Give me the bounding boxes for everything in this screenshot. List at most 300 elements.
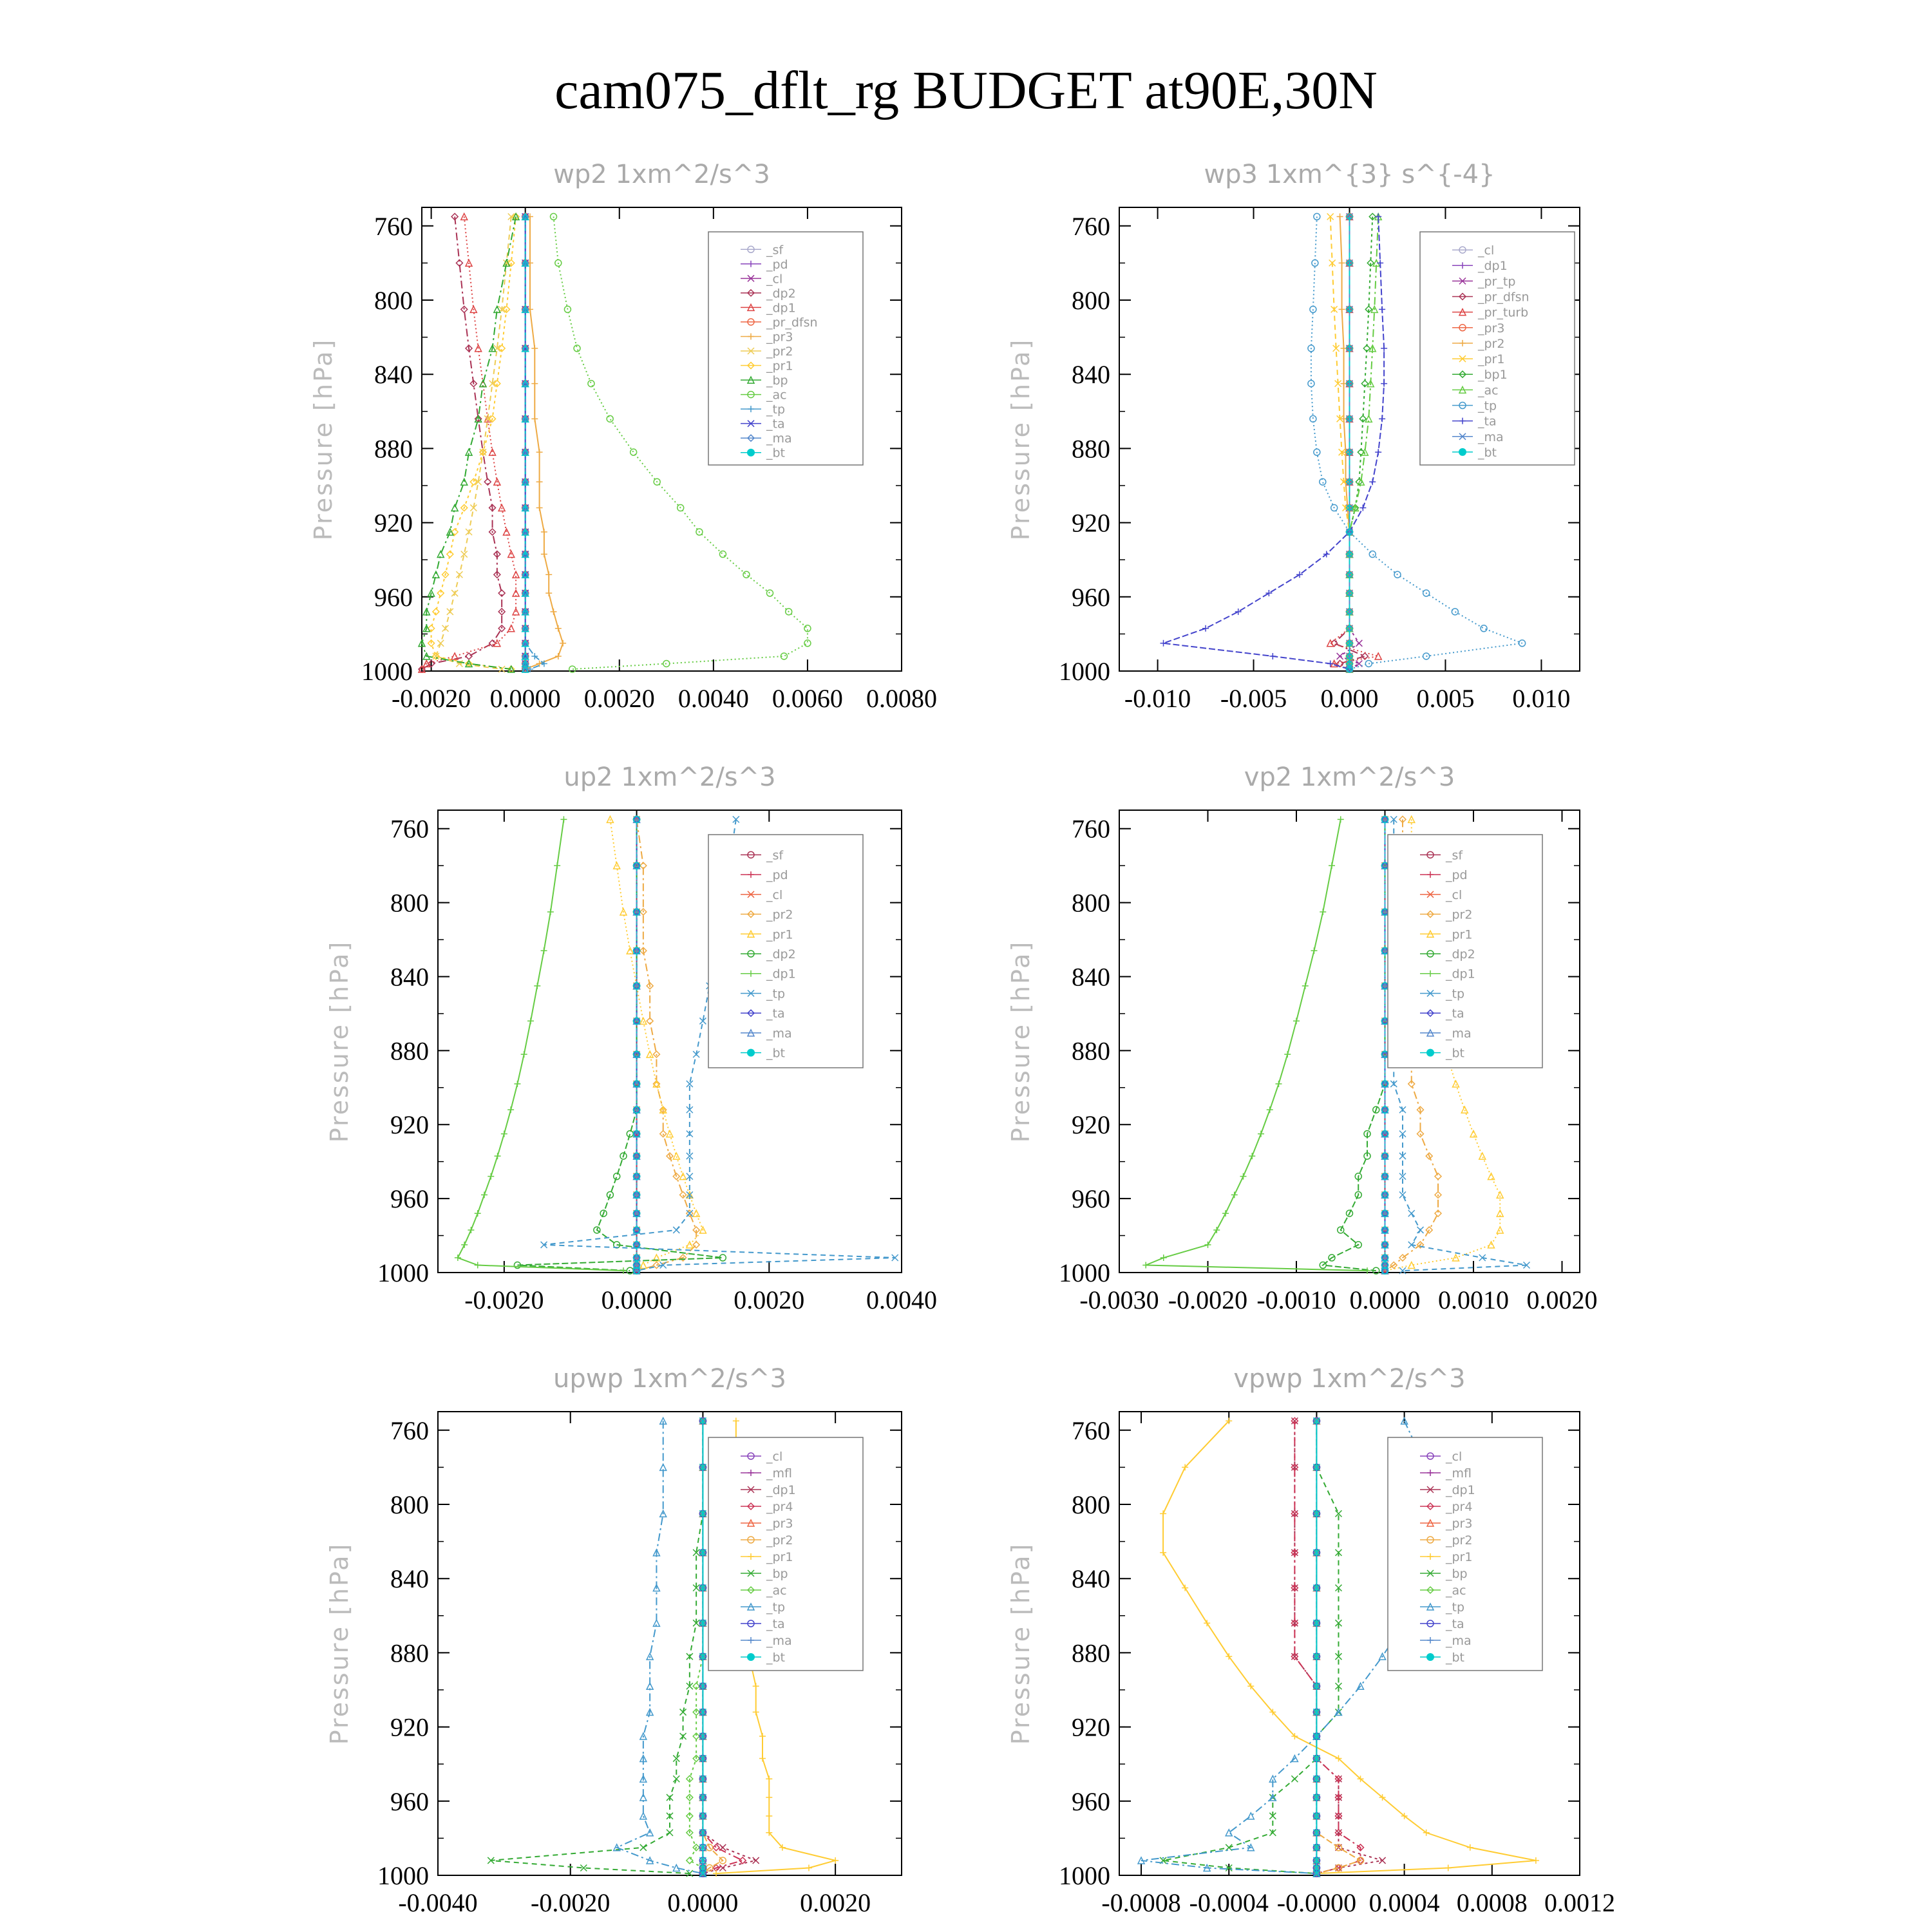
legend-label: _tp [766, 402, 786, 417]
data-point [673, 1153, 679, 1159]
series-line [1141, 1421, 1426, 1873]
data-point [547, 909, 554, 915]
legend-label: _bt [1446, 1046, 1465, 1061]
legend-label: _pr1 [766, 1550, 793, 1564]
x-tick-label: 0.0004 [1368, 1888, 1440, 1917]
legend-label: _sf [1446, 848, 1463, 863]
legend-label: _pr1 [1478, 352, 1505, 367]
data-point [536, 449, 543, 455]
y-tick-label: 880 [390, 1036, 429, 1066]
series-tp [614, 1417, 706, 1877]
data-point [508, 625, 515, 632]
data-point [1453, 1081, 1459, 1087]
y-tick-label: 960 [1072, 1184, 1110, 1214]
y-tick-label: 760 [1072, 814, 1110, 844]
data-point [1249, 1153, 1255, 1159]
data-point [1379, 415, 1385, 422]
data-point [614, 1173, 620, 1180]
data-point [1284, 1051, 1291, 1057]
data-point [693, 1210, 699, 1217]
y-tick-label: 760 [374, 211, 413, 241]
x-tick-label: -0.0000 [1276, 1888, 1357, 1917]
data-point [1533, 1857, 1539, 1864]
chart-panel [1007, 1364, 1615, 1917]
legend-label: _ma [1446, 1026, 1472, 1041]
legend-label: _ta [766, 417, 785, 431]
data-point [461, 1242, 468, 1248]
y-tick-label: 920 [390, 1110, 429, 1140]
data-point [1160, 1510, 1166, 1517]
data-point [759, 1756, 766, 1762]
legend-label: _pd [766, 257, 788, 272]
data-point [1481, 625, 1487, 632]
y-tick-label: 800 [390, 888, 429, 918]
legend-marker [1426, 1653, 1434, 1661]
x-tick-label: 0.0000 [1349, 1285, 1421, 1314]
y-tick-label: 840 [1072, 962, 1110, 992]
legend-label: _dp1 [1478, 259, 1508, 274]
y-axis-label: Pressure [hPa] [325, 940, 354, 1143]
x-tick-label: 0.000 [1320, 684, 1379, 713]
data-point [673, 1776, 679, 1782]
x-tick-label: 0.0020 [800, 1888, 871, 1917]
data-point [687, 1857, 693, 1864]
series-line [491, 1421, 703, 1873]
series-pr4 [1291, 1417, 1363, 1877]
legend-label: _bt [766, 446, 786, 460]
chart-title: upwp 1xm^2/s^3 [553, 1364, 786, 1394]
series-line [1294, 1421, 1382, 1873]
data-point [1408, 1210, 1415, 1217]
y-tick-label: 880 [1072, 1036, 1110, 1066]
x-tick-label: -0.0040 [398, 1888, 478, 1917]
legend-label: _pr1 [1446, 927, 1473, 942]
data-point [555, 653, 562, 659]
series-pr_turb [1327, 213, 1381, 672]
y-tick-label: 1000 [361, 657, 413, 686]
x-tick-label: 0.0020 [1526, 1285, 1598, 1314]
series-line [436, 216, 511, 669]
y-tick-label: 760 [390, 1416, 429, 1445]
y-tick-label: 800 [1072, 1490, 1110, 1519]
legend-label: _pr_dfsn [1478, 290, 1530, 305]
data-point [1417, 1227, 1424, 1233]
y-tick-label: 880 [390, 1638, 429, 1668]
data-point [475, 1262, 481, 1269]
y-tick-label: 800 [390, 1490, 429, 1519]
series-line [1294, 1421, 1360, 1873]
x-tick-label: 0.005 [1416, 684, 1475, 713]
data-point [1160, 1255, 1167, 1261]
data-point [766, 1813, 772, 1819]
data-point [451, 505, 458, 511]
y-tick-label: 920 [374, 508, 413, 538]
data-point [1497, 1227, 1503, 1233]
data-point [536, 505, 543, 511]
legend-label: _ma [766, 1026, 792, 1041]
legend-label: _mfl [1446, 1466, 1472, 1481]
data-point [1213, 1227, 1220, 1233]
series-ta [1160, 213, 1388, 672]
series-dp2 [1320, 816, 1388, 1274]
data-point [481, 1191, 488, 1198]
data-point [1369, 551, 1376, 558]
data-point [1329, 862, 1335, 869]
y-axis-label: Pressure [hPa] [325, 1542, 354, 1745]
x-tick-label: -0.0030 [1079, 1285, 1159, 1314]
y-tick-label: 1000 [1059, 1258, 1110, 1287]
legend-label: _cl [1478, 243, 1495, 258]
legend-label: _pr1 [766, 359, 793, 374]
legend-label: _cl [766, 887, 783, 902]
chart-panel [1007, 160, 1580, 713]
x-tick-label: -0.010 [1124, 684, 1191, 713]
legend-marker [747, 1049, 755, 1057]
series-line [517, 819, 723, 1271]
y-tick-label: 960 [390, 1786, 429, 1816]
legend-label: _tp [766, 1600, 786, 1615]
data-point [527, 1018, 534, 1024]
y-axis-label: Pressure [hPa] [1007, 1542, 1035, 1745]
legend-label: _dp2 [766, 286, 796, 301]
data-point [554, 862, 560, 869]
y-tick-label: 760 [1072, 1416, 1110, 1445]
data-point [1327, 660, 1334, 667]
legend-label: _ac [1446, 1584, 1466, 1598]
data-point [719, 551, 726, 558]
data-point [507, 1106, 514, 1113]
data-point [501, 1131, 507, 1137]
legend-label: _tp [1478, 399, 1497, 413]
data-point [1160, 1549, 1166, 1556]
legend-label: _ma [1478, 430, 1504, 444]
series-line [1331, 216, 1350, 669]
data-point [1488, 1173, 1495, 1180]
data-point [680, 1191, 687, 1198]
data-point [541, 947, 547, 954]
legend-label: _ta [1478, 414, 1497, 429]
legend-label: _pr2 [1478, 336, 1505, 351]
legend-label: _ma [766, 431, 792, 446]
x-tick-label: 0.0020 [734, 1285, 805, 1314]
series-line [1350, 216, 1379, 669]
legend-label: _sf [766, 243, 784, 258]
legend-label: _ta [766, 1007, 785, 1021]
series-bt [699, 1417, 706, 1877]
x-tick-label: -0.0008 [1101, 1888, 1181, 1917]
data-point [627, 947, 633, 954]
x-tick-label: 0.0000 [489, 684, 561, 713]
series-line [526, 216, 544, 669]
data-point [627, 1131, 633, 1137]
x-tick-label: 0.0000 [667, 1888, 739, 1917]
series-line [610, 819, 703, 1271]
data-point [1488, 1242, 1495, 1248]
legend-label: _cl [766, 272, 783, 287]
legend-label: _pr_tp [1478, 274, 1516, 289]
series-dp1 [455, 816, 627, 1274]
legend-label: _bp [766, 1567, 788, 1581]
y-tick-label: 1000 [1059, 657, 1110, 686]
data-point [1276, 1081, 1282, 1087]
y-tick-label: 800 [374, 286, 413, 315]
data-point [1356, 640, 1362, 647]
data-point [503, 529, 509, 535]
data-point [1267, 1106, 1273, 1113]
legend-label: _pr2 [1446, 907, 1473, 922]
x-tick-label: 0.0000 [601, 1285, 672, 1314]
y-tick-label: 960 [1072, 582, 1110, 612]
data-point [495, 1153, 501, 1159]
series-line [431, 216, 516, 669]
legend-label: _pr_dfsn [766, 315, 818, 330]
x-tick-label: -0.0020 [531, 1888, 611, 1917]
series-line [458, 819, 623, 1271]
data-point [560, 640, 566, 647]
data-point [1231, 1191, 1238, 1198]
legend-label: _tp [1446, 1600, 1465, 1615]
data-point [514, 1081, 520, 1087]
data-point [766, 1776, 772, 1782]
y-tick-label: 1000 [377, 1861, 429, 1890]
series-tp [1138, 1417, 1430, 1877]
legend-label: _pr4 [1446, 1500, 1473, 1514]
data-point [1240, 1173, 1247, 1180]
series-line [1163, 1421, 1338, 1873]
x-tick-label: 0.0080 [866, 684, 937, 713]
data-point [1311, 947, 1318, 954]
data-point [607, 415, 613, 422]
data-point [1467, 1844, 1473, 1851]
data-point [1258, 1131, 1264, 1137]
legend-label: _pr1 [766, 927, 793, 942]
legend-label: _pr3 [1446, 1517, 1473, 1531]
x-tick-label: 0.0040 [866, 1285, 937, 1314]
x-tick-label: 0.0020 [583, 684, 655, 713]
data-point [667, 1830, 673, 1836]
data-point [1377, 260, 1383, 266]
data-point [733, 1417, 739, 1424]
series-line [617, 1421, 703, 1873]
data-point [806, 1864, 812, 1871]
series-line [422, 216, 502, 669]
legend-label: _cl [766, 1450, 783, 1464]
y-tick-label: 960 [1072, 1786, 1110, 1816]
series-line [1331, 216, 1378, 669]
chart-panel [325, 1364, 902, 1917]
x-tick-label: -0.0020 [464, 1285, 544, 1314]
data-point [1265, 590, 1272, 596]
legend-label: _tp [766, 987, 786, 1001]
legend-label: _ta [1446, 1617, 1464, 1631]
legend-label: _ac [766, 388, 787, 402]
legend-label: _dp1 [766, 967, 796, 981]
data-point [640, 1844, 647, 1851]
x-tick-label: -0.005 [1220, 684, 1287, 713]
data-point [1399, 1106, 1406, 1113]
y-tick-label: 880 [374, 434, 413, 464]
y-axis-label: Pressure [hPa] [1007, 940, 1035, 1143]
y-tick-label: 840 [1072, 1564, 1110, 1594]
x-tick-label: -0.0004 [1189, 1888, 1269, 1917]
legend-label: _dp2 [766, 947, 796, 961]
legend-label: _dp1 [766, 301, 796, 316]
data-point [489, 449, 496, 455]
data-point [534, 983, 540, 989]
series-bt [1313, 1417, 1320, 1877]
legend-label: _cl [1446, 1450, 1463, 1464]
legend-label: _pr_turb [1478, 305, 1529, 320]
data-point [766, 590, 773, 596]
legend-label: _dp2 [1446, 947, 1475, 961]
legend-label: _ta [766, 1617, 785, 1631]
data-point [1479, 1153, 1486, 1159]
data-point [521, 1051, 527, 1057]
data-point [680, 1173, 687, 1180]
legend-label: _ma [766, 1634, 792, 1648]
legend-label: _tp [1446, 987, 1465, 1001]
series-pr1 [607, 816, 706, 1274]
legend-label: _ta [1446, 1007, 1464, 1021]
x-tick-label: 0.010 [1512, 684, 1571, 713]
data-point [753, 1709, 759, 1716]
data-point [1160, 640, 1167, 647]
data-point [687, 1242, 693, 1248]
series-bp [1160, 1417, 1341, 1877]
y-tick-label: 840 [390, 962, 429, 992]
series-bp1 [1347, 213, 1376, 672]
x-tick-label: 0.0012 [1544, 1888, 1615, 1917]
data-point [536, 478, 543, 485]
y-axis-label: Pressure [hPa] [1007, 337, 1035, 541]
series-dp2 [419, 213, 505, 672]
data-point [1269, 653, 1276, 659]
data-point [541, 529, 547, 535]
legend-label: _pr3 [766, 330, 793, 345]
data-point [753, 1683, 759, 1689]
y-axis-label: Pressure [hPa] [309, 337, 337, 541]
data-point [1381, 381, 1387, 387]
data-point [640, 1262, 647, 1269]
series-line [1323, 819, 1385, 1271]
data-point [1337, 213, 1343, 220]
data-point [1302, 983, 1309, 989]
data-point [1291, 1776, 1298, 1782]
data-point [1182, 1585, 1188, 1591]
data-point [1452, 609, 1458, 615]
chart-title: wp3 1xm^{3} s^{-4} [1204, 160, 1495, 189]
legend-label: _bp1 [1478, 368, 1508, 383]
data-point [753, 1857, 759, 1864]
data-point [1202, 625, 1209, 632]
series-pr2 [1337, 213, 1353, 672]
legend-marker [1426, 1049, 1434, 1057]
x-tick-label: -0.0010 [1256, 1285, 1336, 1314]
y-tick-label: 760 [1072, 211, 1110, 241]
data-point [1235, 609, 1242, 615]
chart-panel [309, 160, 937, 713]
y-tick-label: 840 [374, 360, 413, 390]
data-point [531, 345, 538, 352]
data-point [1497, 1191, 1503, 1198]
x-tick-label: -0.0020 [391, 684, 471, 713]
data-point [1142, 1262, 1149, 1269]
legend-label: _pr1 [1446, 1550, 1473, 1564]
legend-label: _pr3 [1478, 321, 1505, 336]
data-point [555, 625, 562, 632]
data-point [667, 1131, 673, 1137]
y-tick-label: 800 [1072, 286, 1110, 315]
x-tick-label: -0.0020 [1168, 1285, 1248, 1314]
data-point [455, 1255, 461, 1261]
y-tick-label: 880 [1072, 1638, 1110, 1668]
data-point [1339, 260, 1345, 266]
data-point [588, 381, 594, 387]
legend-label: _bt [1446, 1651, 1465, 1665]
y-tick-label: 920 [390, 1712, 429, 1742]
data-point [1375, 449, 1381, 455]
data-point [766, 1794, 772, 1801]
legend-label: _dp1 [1446, 967, 1475, 981]
data-point [1310, 415, 1316, 422]
legend-label: _pr2 [1446, 1533, 1473, 1548]
y-tick-label: 800 [1072, 888, 1110, 918]
data-point [488, 1173, 494, 1180]
data-point [1359, 505, 1366, 511]
data-point [759, 1733, 766, 1739]
y-tick-label: 920 [1072, 1712, 1110, 1742]
legend-marker [747, 449, 755, 457]
legend-label: _dp1 [766, 1483, 796, 1497]
series-line [1164, 216, 1385, 669]
series-pr1 [428, 213, 519, 672]
data-point [1379, 306, 1385, 312]
legend-label: _bp [1446, 1567, 1468, 1581]
data-point [1204, 1620, 1210, 1626]
data-point [531, 381, 538, 387]
legend-label: _dp1 [1446, 1483, 1475, 1497]
legend-label: _ac [1478, 383, 1499, 398]
legend-marker [1459, 448, 1466, 456]
data-point [673, 1227, 679, 1233]
data-point [640, 1018, 647, 1024]
y-tick-label: 920 [1072, 1110, 1110, 1140]
series-ac [1347, 213, 1382, 672]
data-point [832, 1857, 838, 1864]
data-point [1339, 306, 1345, 312]
legend-label: _sf [766, 848, 784, 863]
y-tick-label: 960 [390, 1184, 429, 1214]
data-point [1205, 1242, 1211, 1248]
legend-label: _bt [766, 1651, 786, 1665]
legend-label: _bp [766, 374, 788, 388]
legend-label: _pr2 [766, 907, 793, 922]
series-pr3 [522, 213, 566, 672]
data-point [743, 571, 750, 578]
y-tick-label: 960 [374, 582, 413, 612]
data-point [1320, 909, 1326, 915]
legend-label: _bt [766, 1046, 786, 1061]
data-point [713, 1844, 719, 1851]
data-point [1369, 478, 1376, 485]
data-point [545, 571, 552, 578]
series-dp1 [1142, 816, 1370, 1274]
y-tick-label: 920 [1072, 508, 1110, 538]
x-tick-label: 0.0010 [1438, 1285, 1509, 1314]
data-point [804, 640, 811, 647]
legend-label: _pr2 [766, 345, 793, 359]
legend-marker [747, 1653, 755, 1661]
